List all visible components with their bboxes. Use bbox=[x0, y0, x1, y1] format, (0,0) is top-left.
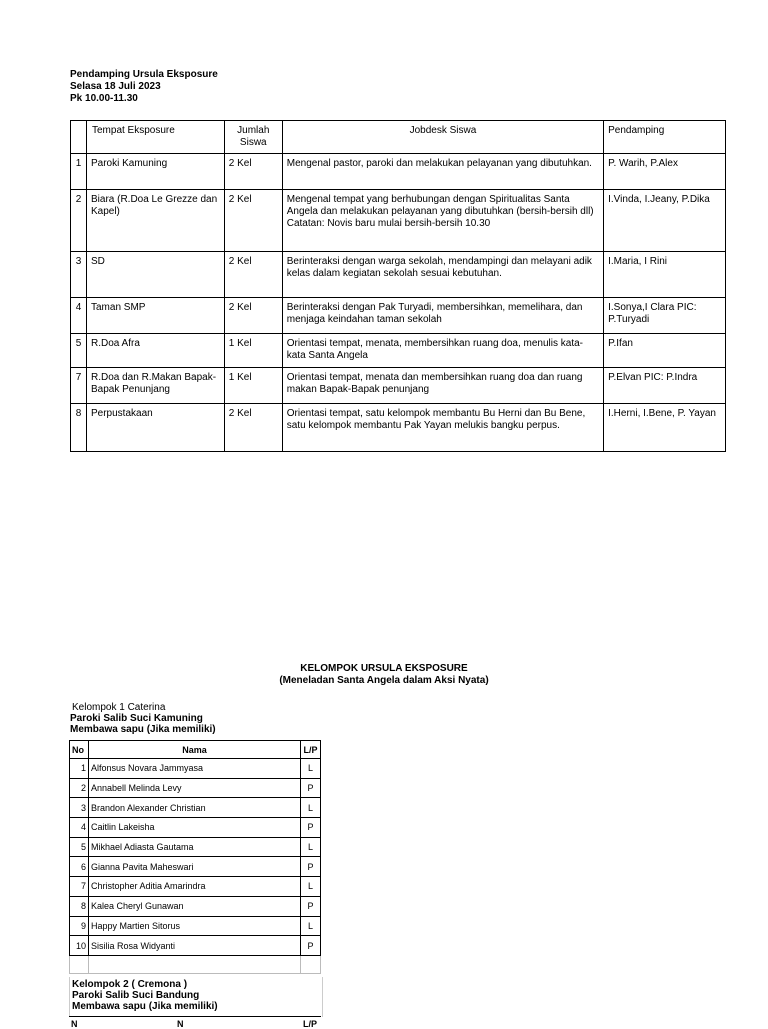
document-header bbox=[70, 69, 218, 105]
table-row bbox=[71, 404, 726, 452]
col-name-header: Nama bbox=[89, 741, 301, 759]
row-job: Berinteraksi dengan Pak Turyadi, membersihkan, memelihara, dan menjaga keindahan taman sekolah bbox=[282, 298, 603, 334]
row-count: 2 Kel bbox=[224, 252, 282, 298]
row-count: 1 Kel bbox=[224, 368, 282, 404]
section-subtitle: (Meneladan Santa Angela dalam Aksi Nyata) bbox=[279, 675, 489, 686]
member-sex: P bbox=[301, 896, 321, 916]
row-count: 2 Kel bbox=[224, 298, 282, 334]
member-sex: L bbox=[301, 798, 321, 818]
table-row bbox=[71, 252, 726, 298]
member-sex: L bbox=[301, 759, 321, 779]
group1-name: Kelompok 1 Caterina bbox=[72, 702, 166, 713]
col-no-header: No bbox=[70, 741, 89, 759]
header-title: Pendamping Ursula Eksposure bbox=[70, 69, 218, 80]
cut-name-header: N bbox=[177, 1019, 184, 1029]
member-no: 10 bbox=[70, 936, 89, 956]
table-row bbox=[71, 298, 726, 334]
row-job: Mengenal pastor, paroki dan melakukan pelayanan yang dibutuhkan. bbox=[282, 154, 603, 190]
row-job: Berinteraksi dengan warga sekolah, mendampingi dan melayani adik kelas dalam kegiatan sekolah sesuai kebutuhan. bbox=[282, 252, 603, 298]
member-no: 9 bbox=[70, 916, 89, 936]
member-sex: P bbox=[301, 818, 321, 838]
group1-member-table bbox=[69, 740, 321, 974]
row-count: 2 Kel bbox=[224, 404, 282, 452]
member-name: Annabell Melinda Levy bbox=[89, 778, 301, 798]
row-place: Taman SMP bbox=[86, 298, 224, 334]
col-count-header: Jumlah Siswa bbox=[224, 121, 282, 154]
table-row bbox=[70, 818, 321, 838]
empty-cell bbox=[89, 955, 301, 973]
row-job-note: Catatan: Novis baru mulai bersih-bersih 10.30 bbox=[286, 218, 491, 229]
col-no-header bbox=[71, 121, 87, 154]
member-no: 7 bbox=[70, 877, 89, 897]
row-count: 1 Kel bbox=[224, 334, 282, 368]
table-row bbox=[71, 190, 726, 252]
row-place: R.Doa Afra bbox=[86, 334, 224, 368]
row-no: 1 bbox=[71, 154, 87, 190]
row-mentor: P. Warih, P.Alex bbox=[604, 154, 726, 190]
table-row bbox=[70, 896, 321, 916]
row-mentor: I.Vinda, I.Jeany, P.Dika bbox=[604, 190, 726, 252]
member-sex: P bbox=[301, 778, 321, 798]
table-row bbox=[70, 759, 321, 779]
header-date: Selasa 18 Juli 2023 bbox=[70, 81, 161, 92]
header-time: Pk 10.00-11.30 bbox=[70, 93, 138, 104]
table-row bbox=[70, 778, 321, 798]
section-heading bbox=[0, 663, 768, 687]
group1-bring: Membawa sapu (Jika memiliki) bbox=[70, 724, 216, 735]
row-no: 7 bbox=[71, 368, 87, 404]
row-mentor: P.Elvan PIC: P.Indra bbox=[604, 368, 726, 404]
member-name: Brandon Alexander Christian bbox=[89, 798, 301, 818]
member-sex: L bbox=[301, 916, 321, 936]
row-count: 2 Kel bbox=[224, 190, 282, 252]
row-mentor: I.Sonya,I Clara PIC: P.Turyadi bbox=[604, 298, 726, 334]
table-row bbox=[70, 936, 321, 956]
member-no: 5 bbox=[70, 837, 89, 857]
col-sex-header: L/P bbox=[301, 741, 321, 759]
member-no: 4 bbox=[70, 818, 89, 838]
col-mentor-header: Pendamping bbox=[604, 121, 726, 154]
table-row bbox=[70, 837, 321, 857]
member-header-row bbox=[70, 741, 321, 759]
row-no: 2 bbox=[71, 190, 87, 252]
group2-place: Paroki Salib Suci Bandung bbox=[72, 990, 200, 1001]
member-name: Kalea Cheryl Gunawan bbox=[89, 896, 301, 916]
group1-place: Paroki Salib Suci Kamuning bbox=[70, 713, 203, 724]
table-row bbox=[70, 857, 321, 877]
group2-name: Kelompok 2 ( Cremona ) bbox=[72, 979, 188, 990]
table-row bbox=[70, 877, 321, 897]
member-no: 3 bbox=[70, 798, 89, 818]
group1-heading bbox=[70, 702, 216, 735]
row-no: 4 bbox=[71, 298, 87, 334]
schedule-header-row bbox=[71, 121, 726, 154]
row-job bbox=[282, 190, 603, 252]
member-no: 2 bbox=[70, 778, 89, 798]
group2-bring: Membawa sapu (Jika memiliki) bbox=[72, 1001, 218, 1012]
row-place: SD bbox=[86, 252, 224, 298]
cut-no-header: N bbox=[71, 1019, 78, 1029]
row-no: 3 bbox=[71, 252, 87, 298]
row-job: Orientasi tempat, menata dan membersihkan ruang doa dan ruang makan Bapak-Bapak penunjang bbox=[282, 368, 603, 404]
row-count: 2 Kel bbox=[224, 154, 282, 190]
row-place: Perpustakaan bbox=[86, 404, 224, 452]
member-no: 1 bbox=[70, 759, 89, 779]
member-sex: L bbox=[301, 837, 321, 857]
member-name: Sisilia Rosa Widyanti bbox=[89, 936, 301, 956]
table-row bbox=[70, 798, 321, 818]
member-sex: L bbox=[301, 877, 321, 897]
member-name: Christopher Aditia Amarindra bbox=[89, 877, 301, 897]
schedule-table bbox=[70, 120, 726, 452]
row-no: 5 bbox=[71, 334, 87, 368]
row-job: Orientasi tempat, menata, membersihkan ruang doa, menulis kata-kata Santa Angela bbox=[282, 334, 603, 368]
table-row bbox=[71, 154, 726, 190]
table-row bbox=[71, 368, 726, 404]
row-mentor: P.Ifan bbox=[604, 334, 726, 368]
empty-cell bbox=[301, 955, 321, 973]
col-place-header: Tempat Eksposure bbox=[86, 121, 224, 154]
member-no: 6 bbox=[70, 857, 89, 877]
section-title: KELOMPOK URSULA EKSPOSURE bbox=[300, 663, 468, 674]
row-place: Biara (R.Doa Le Grezze dan Kapel) bbox=[86, 190, 224, 252]
cut-sex-header: L/P bbox=[303, 1019, 318, 1029]
col-job-header: Jobdesk Siswa bbox=[282, 121, 603, 154]
row-job-text: Mengenal tempat yang berhubungan dengan Spiritualitas Santa Angela dan melakukan pelayanan yang dibutuhkan (bersih-bersih dll) bbox=[286, 194, 594, 217]
member-name: Caitlin Lakeisha bbox=[89, 818, 301, 838]
table-row bbox=[70, 916, 321, 936]
row-job: Orientasi tempat, satu kelompok membantu Bu Herni dan Bu Bene, satu kelompok membantu Pak Yayan melukis bangku perpus. bbox=[282, 404, 603, 452]
table-row bbox=[71, 334, 726, 368]
row-mentor: I.Herni, I.Bene, P. Yayan bbox=[604, 404, 726, 452]
empty-cell bbox=[70, 955, 89, 973]
member-sex: P bbox=[301, 857, 321, 877]
row-place: Paroki Kamuning bbox=[86, 154, 224, 190]
member-name: Happy Martien Sitorus bbox=[89, 916, 301, 936]
member-name: Alfonsus Novara Jammyasa bbox=[89, 759, 301, 779]
row-no: 8 bbox=[71, 404, 87, 452]
group2-heading bbox=[72, 979, 218, 1012]
member-sex: P bbox=[301, 936, 321, 956]
member-no: 8 bbox=[70, 896, 89, 916]
row-place: R.Doa dan R.Makan Bapak-Bapak Penunjang bbox=[86, 368, 224, 404]
empty-row bbox=[70, 955, 321, 973]
row-mentor: I.Maria, I Rini bbox=[604, 252, 726, 298]
group2-table-header-cut bbox=[69, 1016, 321, 1029]
member-name: Gianna Pavita Maheswari bbox=[89, 857, 301, 877]
member-name: Mikhael Adiasta Gautama bbox=[89, 837, 301, 857]
